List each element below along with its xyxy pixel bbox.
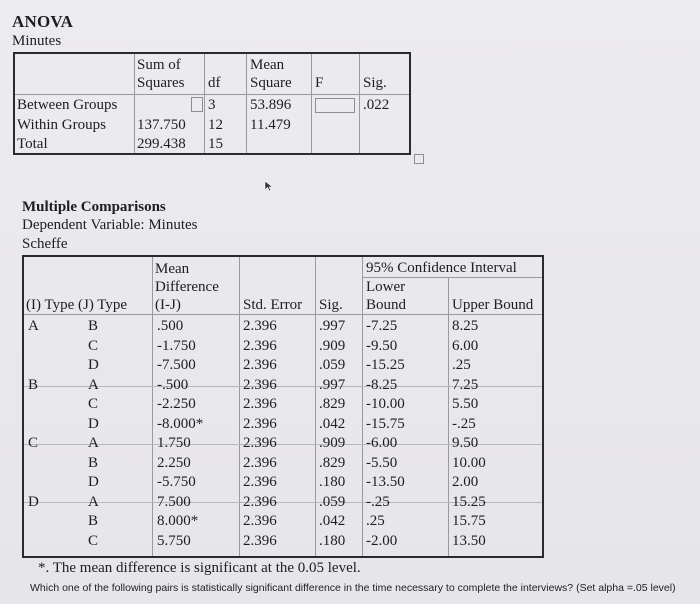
upper-bound: -.25 <box>452 415 476 432</box>
anova-row-label: Between Groups <box>17 97 118 113</box>
sig-value: .059 <box>319 357 346 373</box>
mean-difference: -5.750 <box>157 474 196 490</box>
anova-dependent-label: Minutes <box>12 33 62 49</box>
sig-value: .042 <box>319 415 346 432</box>
j-type: B <box>88 513 99 529</box>
sig-value: .180 <box>319 532 346 549</box>
i-type: B <box>28 376 39 393</box>
header-lower-bound-1: Lower <box>366 279 406 295</box>
table-row <box>24 415 542 435</box>
multiple-comparisons-table <box>22 255 544 558</box>
significance-footnote: *. The mean difference is significant at the 0.05 level. <box>38 560 361 576</box>
lower-bound: -15.25 <box>366 357 405 373</box>
std-error: 2.396 <box>243 376 277 393</box>
j-type: A <box>88 376 99 393</box>
anova-row-label: Total <box>17 136 48 152</box>
sig-value: .909 <box>319 337 346 354</box>
sig-value: .042 <box>319 513 346 529</box>
upper-bound: 5.50 <box>452 396 479 412</box>
lower-bound: -2.00 <box>366 532 398 549</box>
j-type: C <box>88 337 99 354</box>
upper-bound: 10.00 <box>452 454 486 471</box>
j-type: A <box>88 435 99 451</box>
header-sum-of-squares-2: Squares <box>137 75 185 91</box>
header-mean-square-1: Mean <box>250 57 285 73</box>
j-type: D <box>88 415 99 432</box>
lower-bound: -10.00 <box>366 396 405 412</box>
table-row <box>24 434 542 454</box>
header-sig: Sig. <box>363 75 387 91</box>
header-sig: Sig. <box>319 297 343 313</box>
mean-difference: 1.750 <box>157 435 191 451</box>
upper-bound: 8.25 <box>452 318 479 334</box>
lower-bound: -9.50 <box>366 337 398 354</box>
lower-bound: -15.75 <box>366 415 405 432</box>
anova-ss-empty-cell <box>191 97 203 112</box>
lower-bound: -7.25 <box>366 318 398 334</box>
upper-bound: 9.50 <box>452 435 479 451</box>
std-error: 2.396 <box>243 337 277 354</box>
mouse-cursor-icon <box>264 180 274 192</box>
upper-bound: 13.50 <box>452 532 486 549</box>
mean-difference: 2.250 <box>157 454 191 471</box>
lower-bound: .25 <box>366 513 385 529</box>
sig-value: .909 <box>319 435 346 451</box>
sig-value: .829 <box>319 454 346 471</box>
header-mean-difference-2: Difference <box>155 279 219 295</box>
table-row <box>24 395 542 415</box>
table-row <box>24 473 542 493</box>
i-type: A <box>28 318 39 334</box>
method-label: Scheffe <box>22 236 68 252</box>
anova-df-value: 12 <box>208 117 223 133</box>
i-type: C <box>28 435 39 451</box>
header-lower-bound-2: Bound <box>366 297 407 313</box>
table-row <box>24 532 542 552</box>
anova-df-value: 15 <box>208 136 223 152</box>
sig-value: .059 <box>319 493 346 510</box>
i-type: D <box>28 493 39 510</box>
anova-f-empty-cell <box>315 98 355 113</box>
std-error: 2.396 <box>243 532 277 549</box>
std-error: 2.396 <box>243 513 277 529</box>
j-type: A <box>88 493 99 510</box>
std-error: 2.396 <box>243 493 277 510</box>
table-row <box>24 356 542 376</box>
anova-title: ANOVA <box>12 12 74 31</box>
header-std-error: Std. Error <box>243 297 303 313</box>
table-row <box>24 454 542 474</box>
std-error: 2.396 <box>243 318 277 334</box>
j-type: C <box>88 396 99 412</box>
table-row <box>24 512 542 532</box>
lower-bound: -8.25 <box>366 376 398 393</box>
anova-sig-value: .022 <box>363 97 390 113</box>
j-type: D <box>88 474 99 490</box>
anova-df-value: 3 <box>208 97 216 113</box>
j-type: C <box>88 532 99 549</box>
anova-ss-value: 137.750 <box>137 117 186 133</box>
question-text: Which one of the following pairs is statistically significant difference in the time necessary to complete the interviews? (Set alpha =.05 level) <box>30 582 676 594</box>
std-error: 2.396 <box>243 474 277 490</box>
mean-difference: 7.500 <box>157 493 191 510</box>
header-sum-of-squares-1: Sum of <box>137 57 181 73</box>
lower-bound: -6.00 <box>366 435 398 451</box>
table-row <box>24 317 542 337</box>
upper-bound: 15.25 <box>452 493 486 510</box>
upper-bound: 15.75 <box>452 513 486 529</box>
table-corner-handle[interactable] <box>414 154 424 164</box>
mean-difference: 5.750 <box>157 532 191 549</box>
anova-ms-value: 11.479 <box>250 117 291 133</box>
header-mean-difference-1: Mean <box>155 261 190 277</box>
header-mean-difference-3: (I-J) <box>155 297 181 313</box>
lower-bound: -5.50 <box>366 454 398 471</box>
std-error: 2.396 <box>243 357 277 373</box>
anova-row-label: Within Groups <box>17 117 106 133</box>
multiple-comparisons-title: Multiple Comparisons <box>22 199 166 215</box>
lower-bound: -13.50 <box>366 474 405 490</box>
std-error: 2.396 <box>243 415 277 432</box>
upper-bound: .25 <box>452 357 471 373</box>
j-type: D <box>88 357 99 373</box>
anova-ms-value: 53.896 <box>250 97 292 113</box>
anova-table <box>13 52 411 155</box>
mean-difference: -2.250 <box>157 396 196 412</box>
table-row <box>24 376 542 396</box>
sig-value: .997 <box>319 376 346 393</box>
mean-difference: 8.000* <box>157 513 199 529</box>
mean-difference: -1.750 <box>157 337 196 354</box>
header-i-j-type: (I) Type (J) Type <box>26 297 128 313</box>
sig-value: .180 <box>319 474 346 490</box>
mean-difference: -.500 <box>157 376 189 393</box>
sig-value: .997 <box>319 318 346 334</box>
std-error: 2.396 <box>243 396 277 412</box>
mean-difference: -7.500 <box>157 357 196 373</box>
std-error: 2.396 <box>243 454 277 471</box>
mean-difference: .500 <box>157 318 184 334</box>
j-type: B <box>88 454 99 471</box>
dependent-variable-label: Dependent Variable: Minutes <box>22 217 198 233</box>
mean-difference: -8.000* <box>157 415 204 432</box>
header-f: F <box>315 75 324 91</box>
header-confidence-interval: 95% Confidence Interval <box>366 260 517 276</box>
header-mean-square-2: Square <box>250 75 292 91</box>
upper-bound: 2.00 <box>452 474 479 490</box>
header-upper-bound: Upper Bound <box>452 297 534 313</box>
header-df: df <box>208 75 221 91</box>
lower-bound: -.25 <box>366 493 390 510</box>
sig-value: .829 <box>319 396 346 412</box>
upper-bound: 6.00 <box>452 337 479 354</box>
upper-bound: 7.25 <box>452 376 479 393</box>
table-row <box>24 493 542 513</box>
anova-ss-value: 299.438 <box>137 136 186 152</box>
std-error: 2.396 <box>243 435 277 451</box>
table-row <box>24 337 542 357</box>
j-type: B <box>88 318 99 334</box>
